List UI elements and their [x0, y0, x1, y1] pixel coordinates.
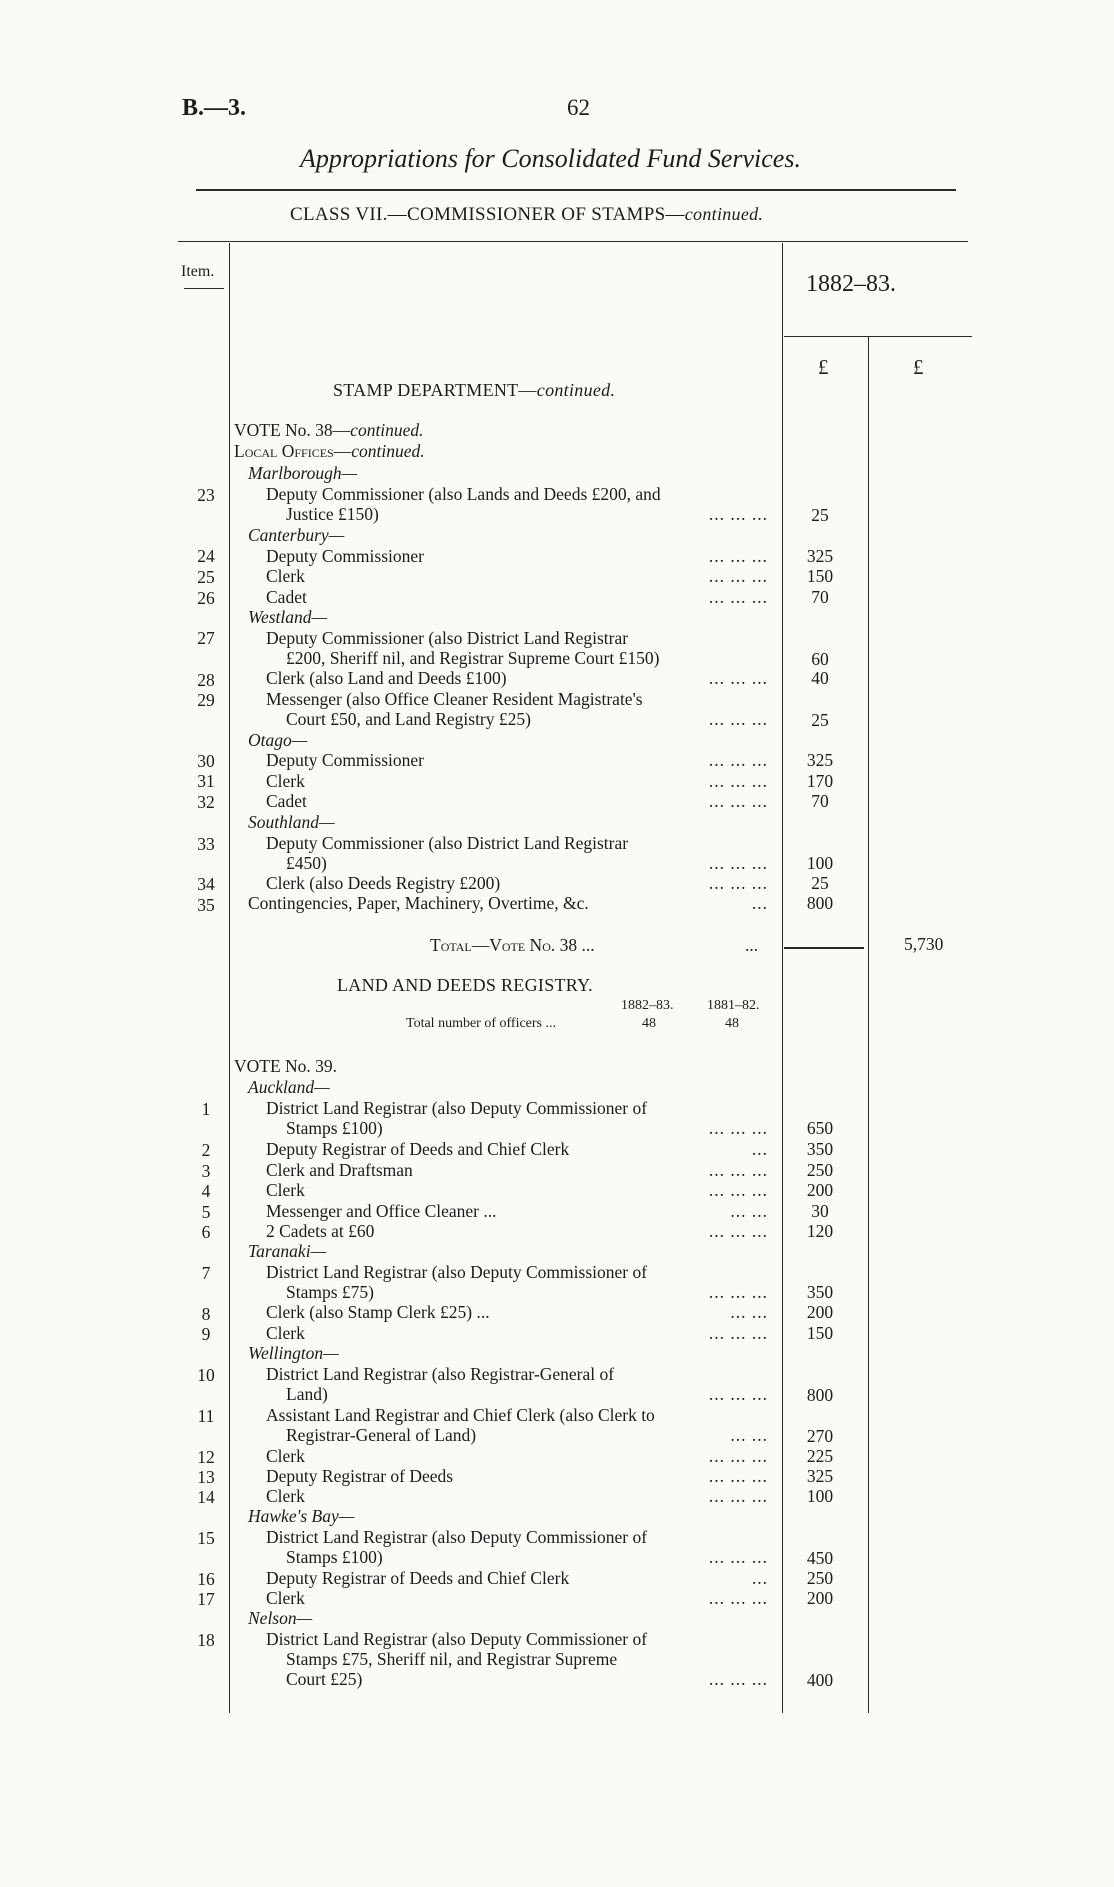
- item-amount: 25: [811, 710, 829, 730]
- item-amount: 325: [806, 750, 834, 770]
- item-number: 31: [197, 771, 215, 791]
- region-auckland: Auckland—: [248, 1077, 330, 1097]
- item-amount: 325: [806, 1466, 834, 1486]
- total-column-divider: [868, 336, 869, 1713]
- item-amount: 120: [806, 1221, 834, 1241]
- title-rule: [196, 189, 956, 191]
- page-number: 62: [567, 95, 590, 120]
- item-amount: 400: [806, 1670, 834, 1690]
- pound-header-1: £: [818, 355, 829, 379]
- item-description-continued: Stamps £100) ... ... ...: [286, 1118, 768, 1138]
- item-description: Clerk and Draftsman ... ... ...: [266, 1160, 768, 1180]
- item-amount: 800: [806, 1385, 834, 1405]
- vote-38-total-amount: 5,730: [904, 934, 944, 954]
- item-description: Assistant Land Registrar and Chief Clerk (also Clerk to: [266, 1405, 655, 1425]
- item-number: 29: [197, 690, 215, 710]
- item-amount: 350: [806, 1139, 834, 1159]
- item-number: 23: [197, 485, 215, 505]
- item-description: District Land Registrar (also Deputy Commissioner of: [266, 1262, 648, 1282]
- region-nelson: Nelson—: [248, 1608, 313, 1628]
- item-description: Messenger and Office Cleaner ... ... ...: [266, 1201, 768, 1221]
- officers-year-2: 1881–82.: [707, 998, 760, 1013]
- vote-39-heading: VOTE No. 39.: [234, 1056, 338, 1076]
- item-number: 10: [197, 1365, 215, 1385]
- item-number: 6: [201, 1222, 211, 1242]
- officers-year-1: 1882–83.: [621, 998, 674, 1013]
- item-description-continued: Land) ... ... ...: [286, 1384, 768, 1404]
- item-number: 24: [197, 546, 215, 566]
- land-section-title: LAND AND DEEDS REGISTRY.: [337, 975, 593, 995]
- item-number: 28: [197, 670, 215, 690]
- item-amount: 350: [806, 1282, 834, 1302]
- officers-count-1: 48: [642, 1016, 656, 1031]
- item-number: 16: [197, 1569, 215, 1589]
- item-amount: 200: [806, 1302, 834, 1322]
- item-description: Clerk (also Land and Deeds £100) ... ... ...: [266, 668, 768, 688]
- document-reference: B.—3.: [182, 95, 247, 121]
- year-underline: [784, 336, 972, 337]
- item-amount: 25: [811, 505, 829, 525]
- item-description: Clerk ... ... ...: [266, 1588, 768, 1608]
- item-number: 32: [197, 792, 215, 812]
- item-description: Deputy Commissioner (also District Land Registrar: [266, 833, 629, 853]
- item-description: Clerk (also Stamp Clerk £25) ... ... ...: [266, 1302, 768, 1322]
- item-description: Deputy Registrar of Deeds and Chief Clerk ...: [266, 1568, 768, 1588]
- page-title: Appropriations for Consolidated Fund Services.: [300, 144, 801, 173]
- item-amount: 70: [811, 587, 829, 607]
- item-amount: 250: [806, 1568, 834, 1588]
- officers-count-2: 48: [725, 1016, 739, 1031]
- item-amount: 100: [806, 1486, 834, 1506]
- item-description: Deputy Commissioner ... ... ...: [266, 750, 768, 770]
- item-description: Deputy Registrar of Deeds ... ... ...: [266, 1466, 768, 1486]
- item-description-continued: Stamps £75, Sheriff nil, and Registrar Supreme: [286, 1649, 618, 1669]
- item-number: 3: [201, 1161, 211, 1181]
- class-heading: CLASS VII.—COMMISSIONER OF STAMPS—continued.: [290, 204, 764, 225]
- item-amount: 450: [806, 1548, 834, 1568]
- item-amount: 100: [806, 853, 834, 873]
- item-amount: 800: [806, 893, 834, 913]
- item-number: 33: [197, 834, 215, 854]
- item-number: 14: [197, 1487, 215, 1507]
- total-dots: ...: [745, 935, 759, 955]
- item-number: 7: [201, 1263, 211, 1283]
- item-number: 4: [201, 1181, 211, 1201]
- item-number: 11: [197, 1406, 215, 1426]
- local-offices-heading: Local Offices—continued.: [234, 441, 425, 461]
- year-column-header: 1882–83.: [806, 271, 896, 297]
- item-number: 15: [197, 1528, 215, 1548]
- item-description-continued: Stamps £100) ... ... ...: [286, 1547, 768, 1567]
- item-description: 2 Cadets at £60 ... ... ...: [266, 1221, 768, 1241]
- total-rule: [784, 947, 864, 949]
- item-number: 18: [197, 1630, 215, 1650]
- region-southland: Southland—: [248, 812, 335, 832]
- item-number: 17: [197, 1589, 215, 1609]
- item-amount: 270: [806, 1426, 834, 1446]
- item-description-continued: £450) ... ... ...: [286, 853, 768, 873]
- item-description: Deputy Commissioner (also Lands and Deeds £200, and: [266, 484, 661, 504]
- item-number: 25: [197, 567, 215, 587]
- item-number: 13: [197, 1467, 215, 1487]
- table-top-rule: [178, 241, 968, 242]
- item-description: Clerk ... ... ...: [266, 1323, 768, 1343]
- item-number: 1: [201, 1099, 211, 1119]
- item-column-divider: [229, 243, 230, 1713]
- item-description: Clerk ... ... ...: [266, 1446, 768, 1466]
- item-number: 30: [197, 751, 215, 771]
- item-amount: 200: [806, 1180, 834, 1200]
- region-hawkes-bay: Hawke's Bay—: [248, 1506, 355, 1526]
- item-description: Deputy Commissioner ... ... ...: [266, 546, 768, 566]
- item-amount: 25: [811, 873, 829, 893]
- item-description: District Land Registrar (also Deputy Commissioner of: [266, 1098, 648, 1118]
- item-description: Messenger (also Office Cleaner Resident Magistrate's: [266, 689, 643, 709]
- item-description-continued: Court £25) ... ... ...: [286, 1669, 768, 1689]
- item-amount: 150: [806, 566, 834, 586]
- item-amount: 325: [806, 546, 834, 566]
- item-number: 26: [197, 588, 215, 608]
- item-description: Clerk ... ... ...: [266, 1486, 768, 1506]
- item-amount: 170: [806, 771, 834, 791]
- item-amount: 250: [806, 1160, 834, 1180]
- region-canterbury: Canterbury—: [248, 525, 345, 545]
- item-column-header: Item.: [181, 263, 215, 280]
- item-number: 8: [201, 1304, 211, 1324]
- item-description: Clerk ... ... ...: [266, 566, 768, 586]
- item-amount: 150: [806, 1323, 834, 1343]
- vote-38-total-label: Total—Vote No. 38 ...: [430, 935, 595, 955]
- item-description: District Land Registrar (also Deputy Commissioner of: [266, 1629, 648, 1649]
- item-amount: 225: [806, 1446, 834, 1466]
- item-number: 27: [197, 628, 215, 648]
- item-description: Deputy Registrar of Deeds and Chief Clerk ...: [266, 1139, 768, 1159]
- item-description: Clerk ... ... ...: [266, 771, 768, 791]
- item-description: Cadet ... ... ...: [266, 791, 768, 811]
- item-description-continued: Court £50, and Land Registry £25) ... ... ...: [286, 709, 768, 729]
- item-number: 34: [197, 874, 215, 894]
- item-description: Contingencies, Paper, Machinery, Overtime, &c. ...: [248, 893, 768, 913]
- item-description: Deputy Commissioner (also District Land Registrar: [266, 628, 629, 648]
- pound-header-2: £: [913, 355, 924, 379]
- item-amount: 60: [811, 649, 829, 669]
- item-number: 9: [201, 1324, 211, 1344]
- item-description: Clerk (also Deeds Registry £200) ... ... ...: [266, 873, 768, 893]
- item-number: 12: [197, 1447, 215, 1467]
- item-number: 35: [197, 895, 215, 915]
- item-amount: 200: [806, 1588, 834, 1608]
- region-taranaki: Taranaki—: [248, 1241, 327, 1261]
- item-description-continued: £200, Sheriff nil, and Registrar Supreme Court £150): [286, 648, 660, 668]
- item-number: 5: [201, 1202, 211, 1222]
- item-header-underline: [184, 288, 224, 289]
- item-description-continued: Registrar-General of Land) ... ...: [286, 1425, 768, 1445]
- stamp-section-title: STAMP DEPARTMENT—continued.: [333, 380, 616, 400]
- item-number: 2: [201, 1140, 211, 1160]
- region-otago: Otago—: [248, 730, 308, 750]
- region-wellington: Wellington—: [248, 1343, 339, 1363]
- item-amount: 40: [811, 668, 829, 688]
- vote-38-heading: VOTE No. 38—continued.: [234, 420, 424, 440]
- item-description: District Land Registrar (also Deputy Commissioner of: [266, 1527, 648, 1547]
- item-description-continued: Stamps £75) ... ... ...: [286, 1282, 768, 1302]
- item-amount: 650: [806, 1118, 834, 1138]
- item-amount: 70: [811, 791, 829, 811]
- item-description-continued: Justice £150) ... ... ...: [286, 504, 768, 524]
- item-description: Clerk ... ... ...: [266, 1180, 768, 1200]
- item-description: District Land Registrar (also Registrar-General of: [266, 1364, 615, 1384]
- region-westland: Westland—: [248, 607, 328, 627]
- officers-label: Total number of officers ...: [406, 1016, 556, 1031]
- region-marlborough: Marlborough—: [248, 463, 358, 483]
- item-amount: 30: [811, 1201, 829, 1221]
- item-description: Cadet ... ... ...: [266, 587, 768, 607]
